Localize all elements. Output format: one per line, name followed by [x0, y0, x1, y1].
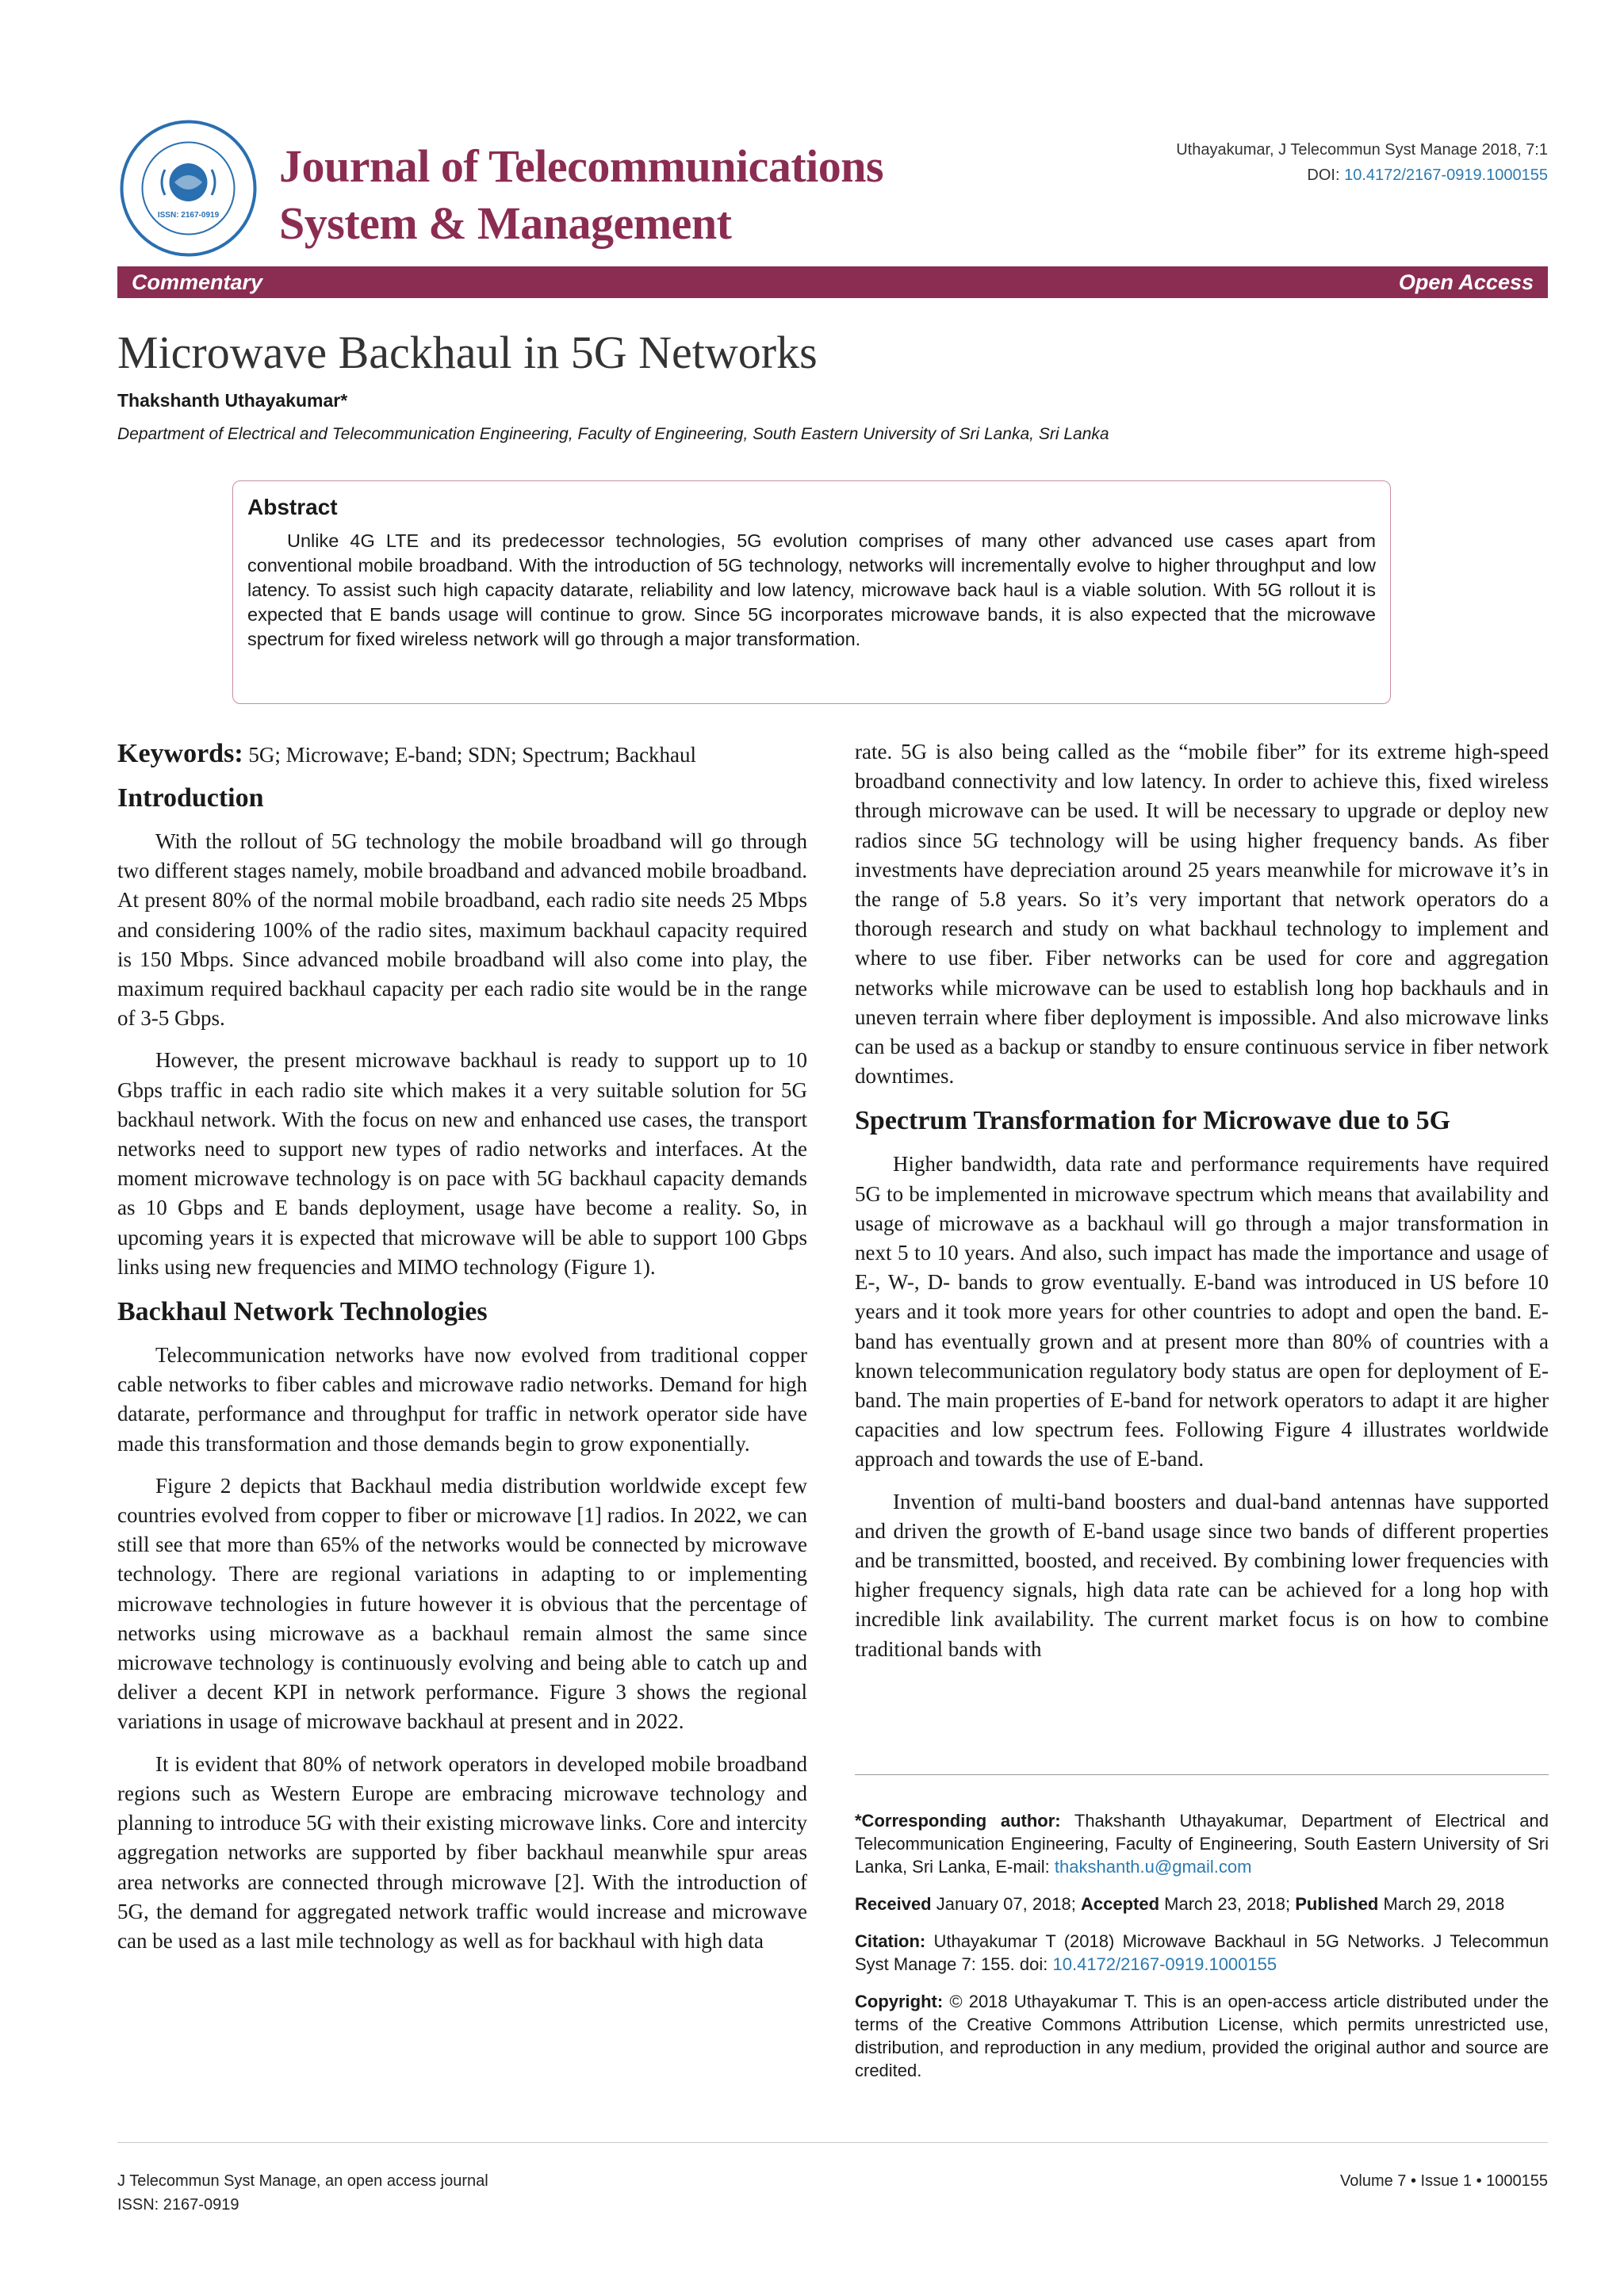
left-column [117, 737, 807, 1969]
author-affiliation: Department of Electrical and Telecommunication Engineering, Faculty of Engineering, South Eastern University of Sri Lanka, Sri Lanka [117, 425, 1109, 443]
section-heading-introduction: Introduction [117, 783, 264, 813]
intro-paragraph-2: However, the present microwave backhaul is ready to support up to 10 Gbps traffic in each radio site which makes it a very suitable solution for 5G backhaul network. With the focus on new and enhanced use cases, the transport networks need to support new types of radio networks and interfaces. At the moment microwave technology is on pace with 5G backhaul capacity demands as 10 Gbps and E bands deployment, usage have become a reality. So, in upcoming years it is expected that microwave will be able to support 100 Gbps links using new frequencies and MIMO technology (Figure 1). [117, 1048, 807, 1279]
journal-logo [119, 119, 258, 258]
doi-label: DOI: [1307, 166, 1340, 184]
doi-line [1176, 163, 1548, 188]
journal-title-line1: Journal of Telecommunications [279, 140, 884, 192]
svg-text:ISSN: 2167-0919: ISSN: 2167-0919 [157, 211, 220, 220]
received-date: January 07, 2018; [931, 1894, 1081, 1914]
footer-volume: Volume 7 • Issue 1 • 1000155 [1340, 2172, 1548, 2190]
header-citation [1176, 137, 1548, 188]
received-label: Received [855, 1894, 932, 1914]
notes-divider [855, 1774, 1549, 1775]
open-access-label: Open Access [1398, 270, 1534, 294]
abstract-box [232, 480, 1391, 704]
citation-doi-link[interactable]: 10.4172/2167-0919.1000155 [1052, 1954, 1277, 1974]
corresponding-author-note [855, 1809, 1549, 1878]
citation-note [855, 1930, 1549, 1976]
intro-paragraph-1: With the rollout of 5G technology the mobile broadband will go through two different stages namely, mobile broadband and advanced mobile broadband. At present 80% of the normal mobile broadband, each radio site needs 25 Mbps and considering 100% of the radio sites, maximum backhaul capacity required is 150 Mbps. Since advanced mobile broadband will also come into play, the maximum required backhaul capacity per each radio site would be in the range of 3-5 Gbps. [117, 829, 807, 1031]
spectrum-paragraph-1: Higher bandwidth, data rate and performance requirements have required 5G to be implemented in microwave spectrum which means that availability and usage of microwave as a backhaul will go through a major transformation in next 5 to 10 years. And also, such impact has made the importance and usage of E-, W-, D- bands to grow eventually. E-band was introduced in US before 10 years and it took more years for other countries to adopt and open the band. E-band has eventually grown and at present more than 80% of countries with a known telecommunication regulatory body status are open for deployment of E-band. The main properties of E-band for network operators to adapt it are higher capacities and low spectrum fees. Following Figure 4 illustrates worldwide approach and towards the use of E-band. [855, 1152, 1549, 1471]
footer-divider [117, 2142, 1548, 2143]
footer-journal: J Telecommun Syst Manage, an open access journal [117, 2172, 488, 2190]
article-type: Commentary [132, 270, 263, 294]
citation-text: Uthayakumar T (2018) Microwave Backhaul in 5G Networks. J Telecommun Syst Manage 7: 155. doi: [855, 1931, 1549, 1974]
keywords-label: Keywords: [117, 739, 243, 768]
keywords [117, 737, 807, 771]
accepted-date: March 23, 2018; [1159, 1894, 1296, 1914]
published-date: March 29, 2018 [1378, 1894, 1505, 1914]
abstract-text: Unlike 4G LTE and its predecessor technologies, 5G evolution comprises of many other advanced use cases apart from conventional mobile broadband. With the introduction of 5G technology, networks will incrementally evolve to higher throughput and low latency. To assist such high capacity datarate, reliability and low latency, microwave back haul is a viable solution. With 5G rollout it is expected that E bands usage will continue to grow. Since 5G incorporates microwave bands, it is also expected that the microwave spectrum for fixed wireless network will go through a major transformation. [247, 530, 1376, 649]
keywords-text: 5G; Microwave; E-band; SDN; Spectrum; Backhaul [243, 743, 697, 767]
copyright-text: © 2018 Uthayakumar T. This is an open-access article distributed under the terms of the Creative Commons Attribution License, which permits unrestricted use, distribution, and reproduction in any medium, provided the original author and source are credited. [855, 1992, 1549, 2080]
footer-issn: ISSN: 2167-0919 [117, 2196, 239, 2214]
right-column [855, 737, 1549, 1677]
corresponding-author-label: *Corresponding author: [855, 1811, 1061, 1831]
section-heading-spectrum: Spectrum Transformation for Microwave due to 5G [855, 1106, 1451, 1136]
dates-note [855, 1892, 1549, 1915]
citation-line: Uthayakumar, J Telecommun Syst Manage 2018, 7:1 [1176, 141, 1548, 159]
corresponding-author-text: Thakshanth Uthayakumar, Department of Electrical and Telecommunication Engineering, Faculty of Engineering, South Eastern University of Sri Lanka, Sri Lanka, E-mail: [855, 1811, 1549, 1877]
abstract-heading: Abstract [247, 495, 338, 519]
email-link[interactable]: thakshanth.u@gmail.com [1054, 1857, 1252, 1877]
article-notes [855, 1809, 1549, 2096]
article-title: Microwave Backhaul in 5G Networks [117, 327, 818, 378]
backhaul-paragraph-1: Telecommunication networks have now evolved from traditional copper cable networks to fiber cables and microwave radio networks. Demand for high datarate, performance and throughput for traffic in network operator side have made this transformation and those demands begin to grow exponentially. [117, 1343, 807, 1456]
journal-title-line2: System & Management [279, 197, 732, 249]
right-paragraph-1: rate. 5G is also being called as the “mobile fiber” for its extreme high-speed broadband connectivity and low latency. In order to achieve this, fixed wireless through microwave can be used. It will be necessary to upgrade or deploy new radios since 5G technology will be using higher frequency bands. As fiber investments have depreciation around 25 years meanwhile for microwave it’s in the range of 5.8 years. So it’s very important that network operators do a thorough research and study on what backhaul technology to implement and where to use fiber. Fiber networks can be used for core and aggregation networks while microwave can be used to establish long hop backhauls and in uneven terrain where fiber deployment is impossible. And also microwave links can be used as a backup or standby to ensure continuous service in fiber network downtimes. [855, 740, 1549, 1089]
footer-left [117, 2169, 488, 2217]
section-heading-backhaul: Backhaul Network Technologies [117, 1297, 488, 1327]
author-name: Thakshanth Uthayakumar* [117, 390, 348, 411]
spectrum-paragraph-2: Invention of multi-band boosters and dual-band antennas have supported and driven the growth of E-band usage since two bands of different properties and be transmitted, boosted, and received. By combining lower frequencies with higher frequency signals, high data rate can be achieved for a long hop with incredible link availability. The current market focus is on how to combine traditional bands with [855, 1489, 1549, 1661]
article-type-band [117, 266, 1548, 298]
journal-title [279, 138, 883, 252]
published-label: Published [1295, 1894, 1379, 1914]
backhaul-paragraph-3: It is evident that 80% of network operators in developed mobile broadband regions such as Western Europe are embracing microwave technology and planning to introduce 5G with their existing microwave links. Core and intercity aggregation networks are supported by fiber backhaul meanwhile spur areas area networks are connected through microwave [2]. With the introduction of 5G, the demand for aggregated network traffic would increase and microwave can be used as a last mile technology as well as for backhaul with high data [117, 1751, 807, 1953]
doi-link[interactable]: 10.4172/2167-0919.1000155 [1344, 166, 1548, 184]
citation-label: Citation: [855, 1931, 926, 1951]
copyright-note [855, 1990, 1549, 2082]
accepted-label: Accepted [1080, 1894, 1160, 1914]
copyright-label: Copyright: [855, 1992, 944, 2011]
backhaul-paragraph-2: Figure 2 depicts that Backhaul media distribution worldwide except few countries evolved from copper to fiber or microwave [1] radios. In 2022, we can still see that more than 65% of the networks would be connected by microwave technology. There are regional variations in adapting to or implementing microwave technologies in future however it is obvious that the percentage of networks using microwave as a backhaul remain almost the same since microwave technology is continuously evolving and being able to catch up and deliver a decent KPI in network performance. Figure 3 shows the regional variations in usage of microwave backhaul at present and in 2022. [117, 1473, 807, 1734]
